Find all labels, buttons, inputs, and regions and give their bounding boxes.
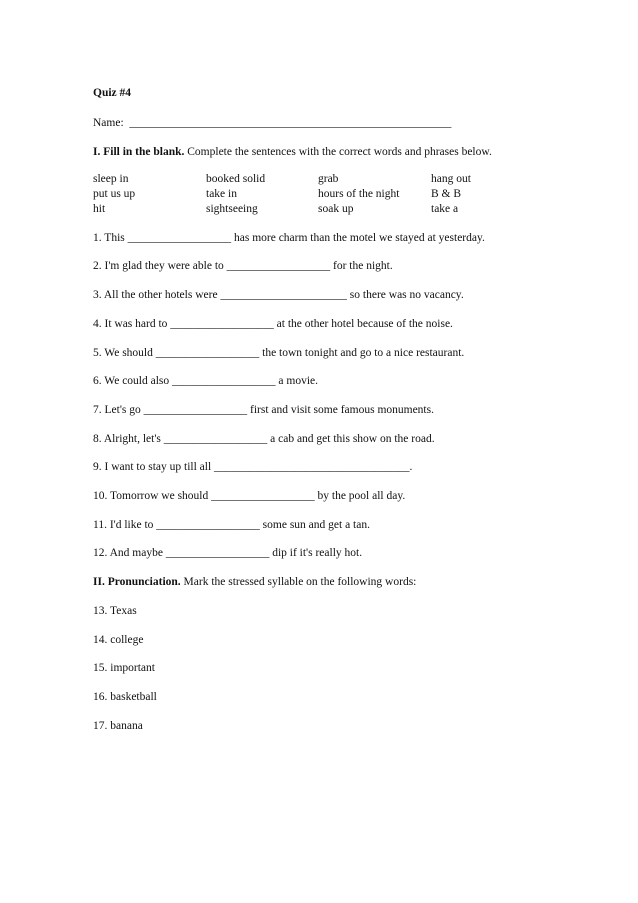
word-bank-item: B & B (431, 188, 462, 200)
word-bank-item: soak up (318, 203, 354, 215)
sentence-item: 9. I want to stay up till all __________________________________. (93, 461, 413, 473)
word-bank-item: take in (206, 188, 237, 200)
quiz-title: Quiz #4 (93, 87, 132, 99)
sentence-item: 5. We should __________________ the town tonight and go to a nice restaurant. (93, 347, 465, 359)
section-1-heading: I. Fill in the blank. (93, 146, 185, 158)
word-bank-item: booked solid (206, 173, 266, 185)
word-bank-item: sleep in (93, 173, 129, 185)
sentence-item: 6. We could also __________________ a movie. (93, 375, 319, 387)
word-bank-item: grab (318, 173, 339, 185)
sentence-item: 8. Alright, let's __________________ a cab and get this show on the road. (93, 433, 435, 445)
sentence-item: 2. I'm glad they were able to __________________ for the night. (93, 260, 393, 272)
pronunciation-item: 17. banana (93, 720, 143, 732)
pronunciation-item: 13. Texas (93, 605, 137, 617)
section-1-header (93, 145, 492, 159)
pronunciation-item: 15. important (93, 662, 155, 674)
section-1-instruction: Complete the sentences with the correct words and phrases below. (184, 146, 492, 158)
section-2-instruction: Mark the stressed syllable on the following words: (180, 576, 417, 588)
section-2-heading: II. Pronunciation. (93, 576, 181, 588)
word-bank-item: hang out (431, 173, 471, 185)
sentence-item: 7. Let's go __________________ first and visit some famous monuments. (93, 404, 434, 416)
word-bank-item: take a (431, 203, 459, 215)
sentence-item: 12. And maybe __________________ dip if it's really hot. (93, 547, 363, 559)
word-bank-item: hours of the night (318, 188, 400, 200)
pronunciation-item: 14. college (93, 634, 144, 646)
word-bank-item: sightseeing (206, 203, 258, 215)
name-field-line: Name: ________________________________________________________ (93, 117, 452, 129)
word-bank-item: hit (93, 203, 106, 215)
sentence-item: 11. I'd like to __________________ some sun and get a tan. (93, 519, 370, 531)
section-2-header (93, 575, 416, 589)
pronunciation-item: 16. basketball (93, 691, 157, 703)
word-bank-item: put us up (93, 188, 136, 200)
sentence-item: 4. It was hard to __________________ at the other hotel because of the noise. (93, 318, 453, 330)
sentence-item: 10. Tomorrow we should __________________ by the pool all day. (93, 490, 406, 502)
sentence-item: 1. This __________________ has more charm than the motel we stayed at yesterday. (93, 232, 485, 244)
sentence-item: 3. All the other hotels were ______________________ so there was no vacancy. (93, 289, 464, 301)
